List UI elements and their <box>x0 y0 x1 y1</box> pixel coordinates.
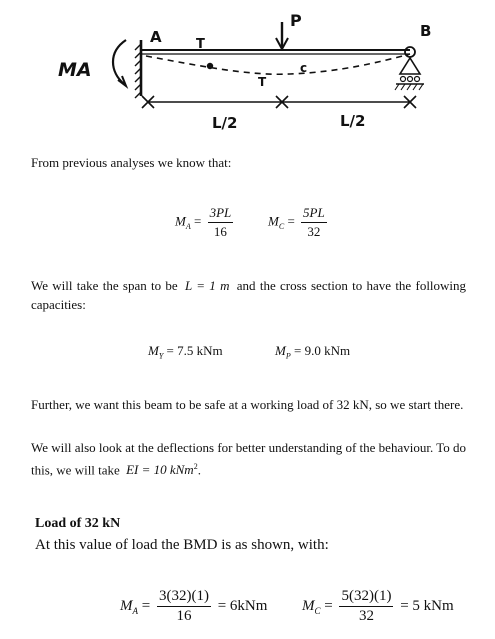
roller-pin <box>405 47 415 57</box>
moment-arrow-icon <box>113 40 126 84</box>
capacity-my: $M_Y = 7.5$ kNm <box>148 343 223 361</box>
beam-sketch <box>0 0 495 150</box>
label-t1: T <box>196 37 205 52</box>
label-c: c <box>300 61 308 75</box>
working-load-text: Further, we want this beam to be safe at a working load of 32 kN, so we start there. <box>31 397 464 412</box>
dim-left-label: L/2 <box>212 114 238 132</box>
dim-right-label: L/2 <box>340 112 366 130</box>
section-intro: At this value of load the BMD is as shown, with: <box>35 537 329 553</box>
capacity-mp: $M_P = 9.0$ kNm <box>275 343 351 361</box>
deflection-text: We will also look at the deflections for better understanding of the behaviour. To do this, we will take EI = 10 kNm$^2$. <box>31 440 466 478</box>
equation-mc-formula: $M_C$ = $\frac{5PL}{32}$ <box>268 205 325 239</box>
deflected-shape <box>146 54 410 74</box>
roller-support <box>400 58 420 74</box>
equation-ma-result: $M_A$ = $\frac{3(32)(1)}{16}$ = 6kNm <box>120 588 268 624</box>
moment-label-ma: MA <box>58 59 92 81</box>
label-b: B <box>420 22 432 40</box>
label-a: A <box>150 28 162 46</box>
equation-mc-result: $M_C$ = $\frac{5(32)(1)}{32}$ = 5 kNm <box>302 588 454 624</box>
label-t2: T <box>258 75 267 89</box>
span-text: We will take the span to be L = 1 m and the cross section to have the following capacities: <box>31 278 467 312</box>
equation-ma-formula: $M_A$ = $\frac{3PL}{16}$ <box>175 205 232 239</box>
section-heading: Load of 32 kN <box>35 516 121 531</box>
intro-text: From previous analyses we know that: <box>31 155 232 170</box>
label-p: P <box>290 11 302 30</box>
